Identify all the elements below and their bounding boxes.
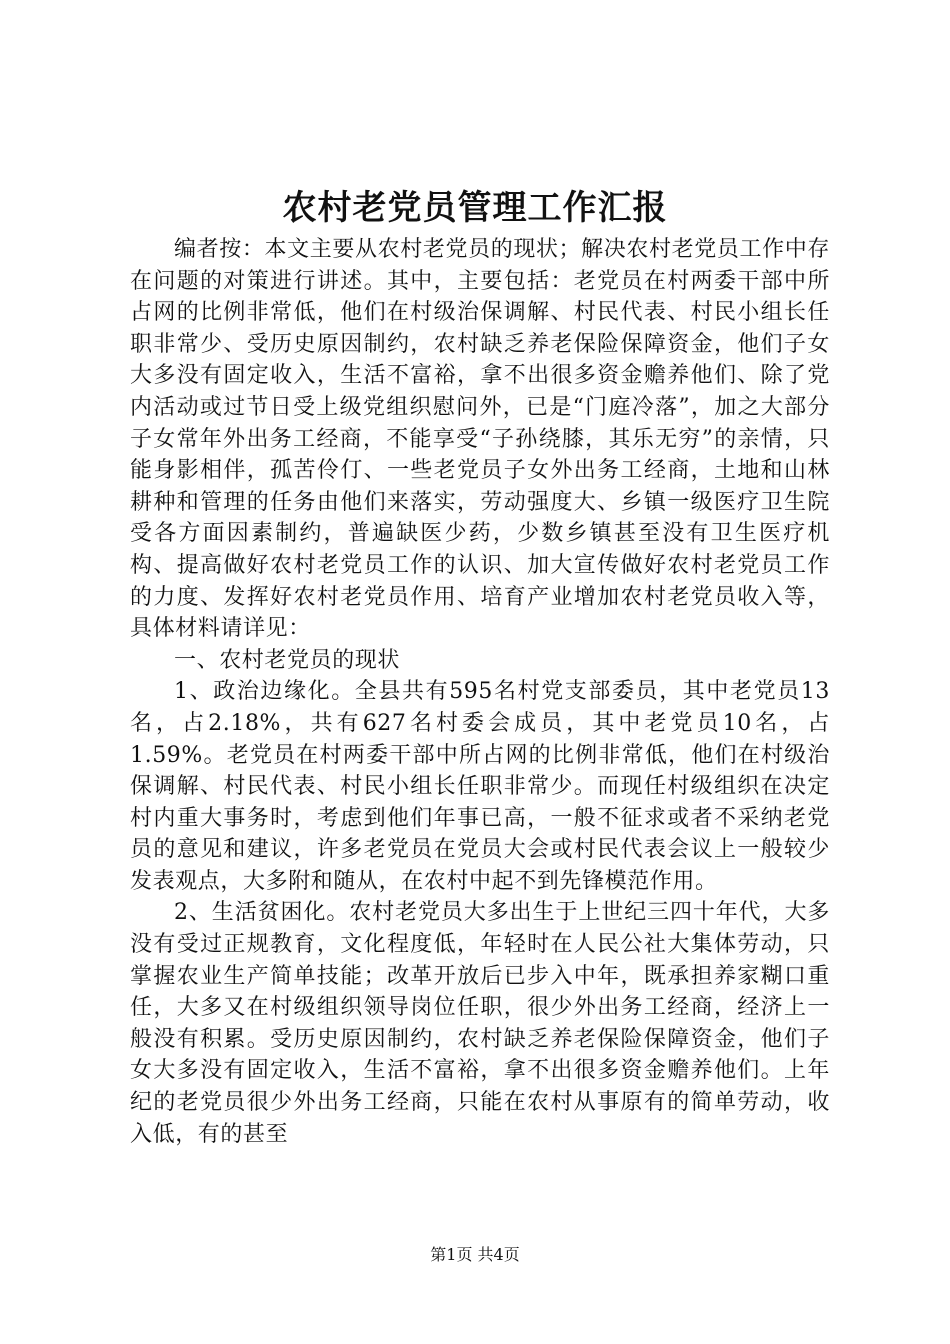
document-body [130,234,830,1150]
page-number-footer: 第1页 共4页 [430,1245,520,1264]
body-paragraph: 1、政治边缘化。全县共有595名村党支部委员，其中老党员13名，占2.18%，共有627名村委会成员，其中老党员10名，占1.59%。老党员在村两委干部中所占网的比例非常低，他们在村级治保调解、村民代表、村民小组长任职非常少。而现任村级组织在决定村内重大事务时，考虑到他们年事已高，一般不征求或者不采纳老党员的意见和建议，许多老党员在党员大会或村民代表会议上一般较少发表观点，大多附和随从，在农村中起不到先锋模范作用。 [130,679,830,894]
section-heading: 一、农村老党员的现状 [174,647,401,673]
body-paragraph: 2、生活贫困化。农村老党员大多出生于上世纪三四十年代，大多没有受过正规教育，文化程度低，年轻时在人民公社大集体劳动，只掌握农业生产简单技能；改革开放后已步入中年，既承担养家糊口重任，大多又在村级组织领导岗位任职，很少外出务工经商，经济上一般没有积累。受历史原因制约，农村缺乏养老保险保障资金，他们子女大多没有固定收入，生活不富裕，拿不出很多资金赡养他们。上年纪的老党员很少外出务工经商，只能在农村从事原有的简单劳动，收入低，有的甚至 [130,900,830,1147]
editor-note-paragraph: 编者按：本文主要从农村老党员的现状；解决农村老党员工作中存在问题的对策进行讲述。其中，主要包括：老党员在村两委干部中所占网的比例非常低，他们在村级治保调解、村民代表、村民小组长任职非常少、受历史原因制约，农村缺乏养老保险保障资金，他们子女大多没有固定收入，生活不富裕，拿不出很多资金赡养他们、除了党内活动或过节日受上级党组织慰问外，已是“门庭冷落”，加之大部分子女常年外出务工经商，不能享受“子孙绕膝，其乐无穷”的亲情，只能身影相伴，孤苦伶仃、一些老党员子女外出务工经商，土地和山林耕种和管理的任务由他们来落实，劳动强度大、乡镇一级医疗卫生院受各方面因素制约，普遍缺医少药，少数乡镇甚至没有卫生医疗机构、提高做好农村老党员工作的认识、加大宣传做好农村老党员工作的力度、发挥好农村老党员作用、培育产业增加农村老党员收入等，具体材料请详见： [130,237,830,642]
document-title: 农村老党员管理工作汇报 [282,188,668,228]
